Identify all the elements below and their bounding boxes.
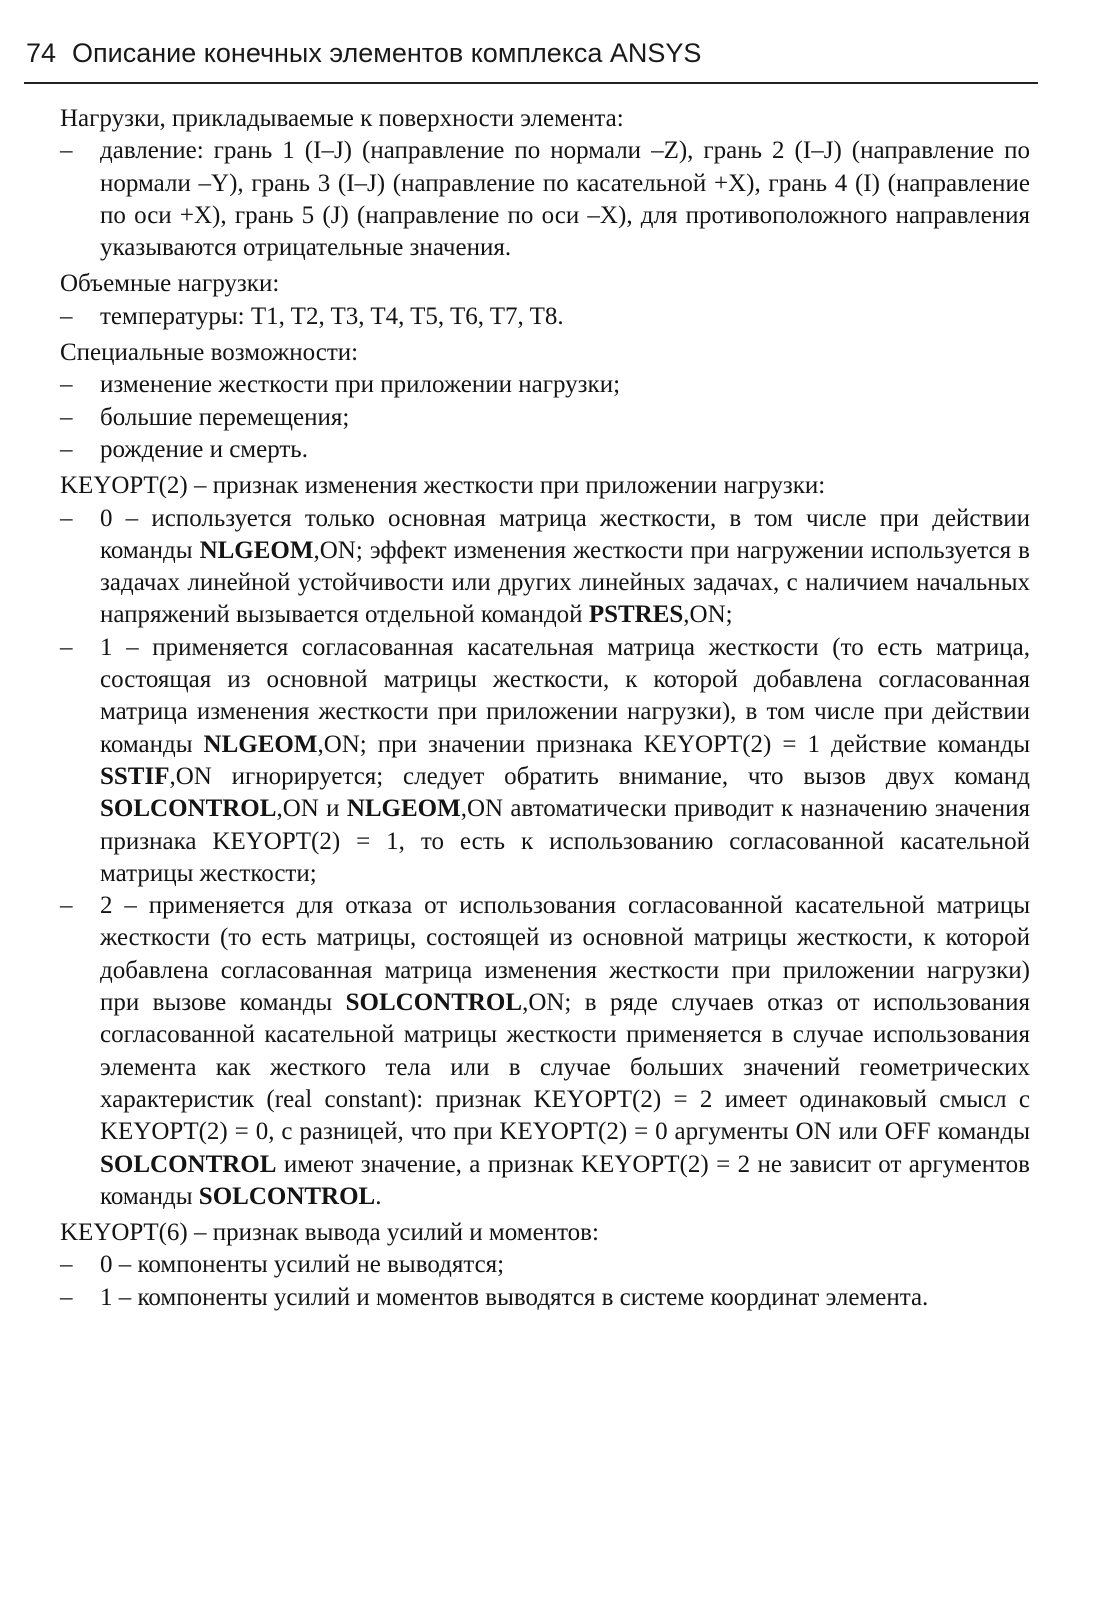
special-features-heading: Специальные возможности: [60, 339, 359, 367]
running-header [26, 38, 1036, 69]
command-name: NLGEOM [346, 795, 461, 823]
list-item: – температуры: T1, T2, T3, T4, T5, T6, T7, T8. [60, 301, 1030, 333]
list-item: – 0 – компоненты усилий не выводятся; [60, 1249, 1030, 1281]
keyopt2-option-1: – 1 – применяется согласованная касательная матрица жесткости (то есть матрица, состоящая из основной матрицы жесткости, к которой добавлена согласованная матрица изменения жесткости при приложении нагрузки), в том числе при действии команды NLGEOM,ON; при значении признака KEYOPT(2) = 1 действие команды SSTIF,ON игнорируется; следует обратить внимание, что вызов двух команд SOLCONTROL,ON и NLGEOM,ON автоматически приводит к назначению значения признака KEYOPT(2) = 1, то есть к использованию согласованной касательной матрицы жесткости; [60, 632, 1030, 890]
command-name: SOLCONTROL [100, 1150, 277, 1178]
command-name: SSTIF [100, 762, 170, 790]
command-name: NLGEOM [199, 536, 314, 564]
body-loads-heading: Объемные нагрузки: [60, 270, 280, 298]
body-loads-list [60, 301, 1030, 333]
command-name: SOLCONTROL [345, 989, 523, 1017]
command-name: SOLCONTROL [100, 795, 277, 823]
header-title: Описание конечных элементов комплекса ANSYS [72, 38, 702, 68]
list-item: – 1 – компоненты усилий и моментов выводятся в системе координат элемента. [60, 1282, 1030, 1314]
keyopt6-list [60, 1249, 1030, 1314]
keyopt2-option-2: – 2 – применяется для отказа от использования согласованной касательной матрицы жесткости (то есть матрицы, состоящей из основной матрицы жесткости, к которой добавлена согласованная матрица изменения жесткости при приложении нагрузки) при вызове команды SOLCONTROL,ON; в ряде случаев отказ от использования согласованной касательной матрицы жесткости применяется в случае использования элемента как жесткого тела или в случае больших значений геометрических характеристик (real constant): признак KEYOPT(2) = 2 имеет одинаковый смысл с KEYOPT(2) = 0, с разницей, что при KEYOPT(2) = 0 аргументы ON или OFF команды SOLCONTROL имеют значение, а признак KEYOPT(2) = 2 не зависит от аргументов команды SOLCONTROL. [60, 890, 1030, 1213]
keyopt2-option-0: – 0 – используется только основная матрица жесткости, в том числе при действии команды NLGEOM,ON; эффект изменения жесткости при нагружении используется в задачах линейной устойчивости или других линейных задачах, с наличием начальных напряжений вызывается отдельной командой PSTRES,ON; [60, 503, 1030, 632]
header-rule [24, 82, 1038, 84]
list-item: – рождение и смерть. [60, 434, 1030, 466]
list-item: – большие перемещения; [60, 402, 1030, 434]
keyopt2-list [60, 503, 1030, 1214]
command-name: PSTRES [588, 601, 684, 629]
page-body [60, 103, 1030, 1314]
special-features-list [60, 369, 1030, 466]
keyopt2-heading: KEYOPT(2) – признак изменения жесткости при приложении нагрузки: [60, 472, 826, 500]
surface-loads-list [60, 135, 1030, 264]
command-name: SOLCONTROL [198, 1182, 376, 1210]
surface-loads-heading: Нагрузки, прикладываемые к поверхности элемента: [60, 105, 624, 132]
command-name: NLGEOM [203, 730, 318, 758]
list-item: – давление: грань 1 (I–J) (направление по нормали –Z), грань 2 (I–J) (направление по нормали –Y), грань 3 (I–J) (направление по касательной +X), грань 4 (I) (направление по оси +X), грань 5 (J) (направление по оси –X), для противоположного направления указываются отрицательные значения. [60, 135, 1030, 264]
page-number: 74 [26, 38, 57, 68]
list-item: – изменение жесткости при приложении нагрузки; [60, 369, 1030, 401]
keyopt6-heading: KEYOPT(6) – признак вывода усилий и моментов: [60, 1219, 599, 1247]
